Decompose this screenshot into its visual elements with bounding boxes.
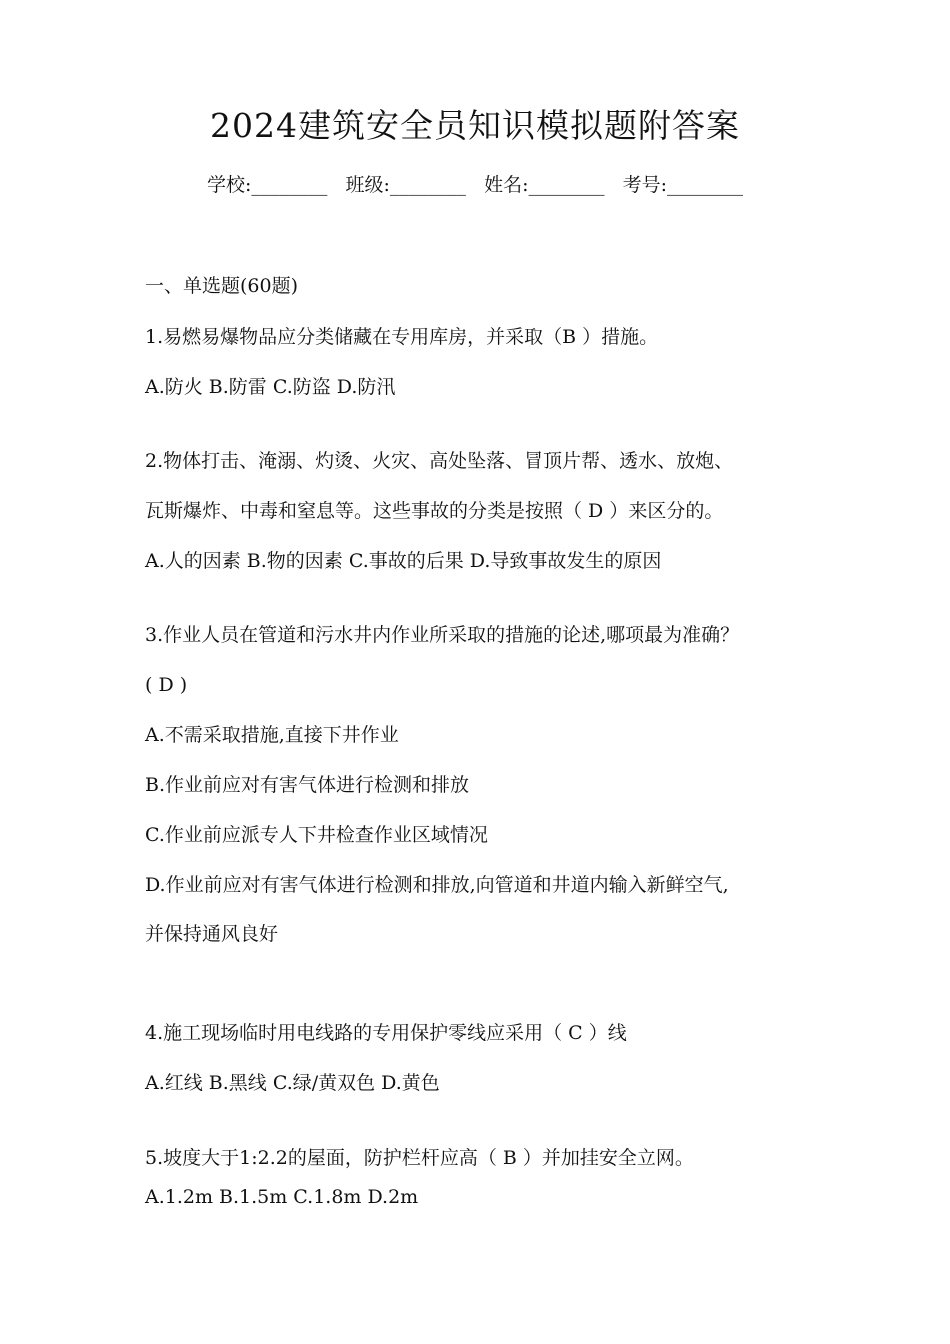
document-title: 2024建筑安全员知识模拟题附答案 <box>210 106 740 145</box>
question-3-option-d-line-2: 并保持通风良好 <box>145 923 279 945</box>
question-3-option-c: C.作业前应派专人下井检查作业区域情况 <box>145 824 488 846</box>
question-5-stem: 5.坡度大于1:2.2的屋面，防护栏杆应高（ B ）并加挂安全立网。 <box>145 1147 694 1169</box>
question-3-option-a: A.不需采取措施,直接下井作业 <box>145 724 399 746</box>
question-5-options: A.1.2m B.1.5m C.1.8m D.2m <box>145 1186 419 1208</box>
name-field: 姓名:________ <box>484 174 605 196</box>
question-1-stem: 1.易燃易爆物品应分类储藏在专用库房，并采取（B ）措施。 <box>145 326 659 348</box>
question-4-stem: 4.施工现场临时用电线路的专用保护零线应采用（ C ）线 <box>145 1022 627 1044</box>
school-field: 学校:________ <box>206 174 328 196</box>
question-4-options: A.红线 B.黑线 C.绿/黄双色 D.黄色 <box>145 1072 440 1094</box>
question-3-option-d-line-1: D.作业前应对有害气体进行检测和排放,向管道和井道内输入新鲜空气, <box>145 874 729 896</box>
question-3-stem-line-2: ( D ) <box>145 674 188 696</box>
question-3-option-b: B.作业前应对有害气体进行检测和排放 <box>145 774 470 796</box>
question-1-options: A.防火 B.防雷 C.防盗 D.防汛 <box>145 376 396 398</box>
section-heading: 一、单选题(60题) <box>145 275 299 297</box>
question-2-stem-line-2: 瓦斯爆炸、中毒和窒息等。这些事故的分类是按照（ D ）来区分的。 <box>145 500 724 522</box>
question-2-stem-line-1: 2.物体打击、淹溺、灼烫、火灾、高处坠落、冒顶片帮、透水、放炮、 <box>145 450 734 472</box>
question-2-options: A.人的因素 B.物的因素 C.事故的后果 D.导致事故发生的原因 <box>145 550 662 572</box>
student-info-line <box>0 170 950 200</box>
question-3-stem-line-1: 3.作业人员在管道和污水井内作业所采取的措施的论述,哪项最为准确？ <box>145 624 740 646</box>
exam-number-field: 考号:________ <box>622 174 744 196</box>
class-field: 班级:________ <box>345 174 466 196</box>
